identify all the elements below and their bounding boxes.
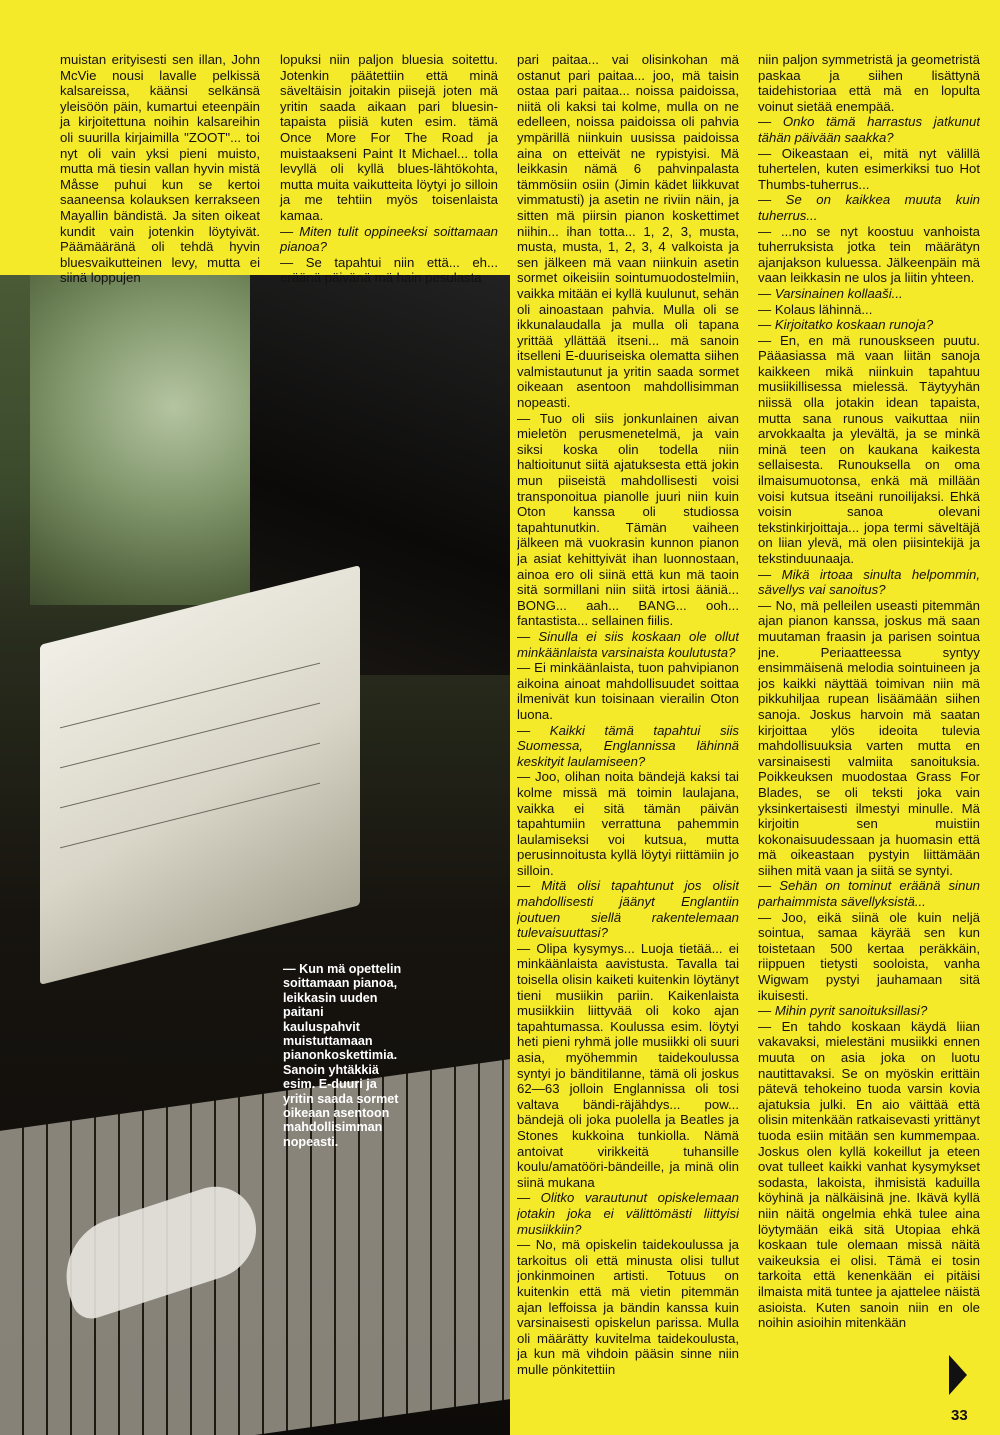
paragraph: — En tahdo koskaan käydä liian vakavaksi, mielestäni musiikki ennen muuta on asia joka on luotu nautittavaksi. Se on myöskin erittäin pätevä tehokeino tuoda varsin kovia ajatuksia julki. En aio väittää että olisin mitenkään ratkaisevasti yrittänyt tuoda esiin mitään sen kummempaa. Joskus olen kyllä kokeillut ja eteen ovat tulleet kaikki vanhat kysymykset sodasta, lakoista, ihmisistä kaduilla köyhinä ja nälkäisinä jne. Ikävä kyllä niin näitä ongelmia ehkä tulee aina löytymään eikä sitä Utopiaa ehkä koskaan tule olemaan missä näitä vaikeuksia ei olisi. Tämä ei tosin tarkoita että kenenkään ei pitäisi ilmaista mitä tuntee ja ajattelee näistä asioista. Kuten sanoin niin en ole noihin asioihin mitenkään bbox=[758, 1018, 980, 1331]
interview-question: — Sehän on tominut eräänä sinun parhaimmista sävellyksistä... bbox=[758, 878, 980, 910]
paragraph: — Joo, olihan noita bändejä kaksi tai kolme missä mä toimin laulajana, vaikka ei sitä tämän päivän tapahtumiin verrattuna pahemmin laulamiseksi voi kutsua, mutta perusinnoitusta kyllä löytyi riittämiin jo silloin. bbox=[517, 769, 739, 878]
paragraph: pari paitaa... vai olisinkohan mä ostanut pari paitaa... joo, mä taisin ostaa pari paitaa... noissa paidoissa, niitä oli kaksi tai kolme, mulla on ne edelleen, noissa paidoissa oli pahvia ympärillä niinkuin uusissa paidoissa aina on etteivät ne rypistyisi. Mä leikkasin nämä 6 pahvinpalasta tämmösiin osiin (Jimin kädet liikkuvat vimmatusti) ja asetin ne riviin näin, ja sitten mä piirsin pianon koskettimet niihin... ihan totta... 1, 2, 3, musta, musta, musta, 1, 2, 3, 4 valkoista ja sen jälkeen mä vaan niinkuin asetin sormet oikeisiin sointumuodostelmiin, vaikka mitään ei kyllä kuulunut, sehän oli ainoastaan pahvia. Mulla oli se ikkunalaudalla ja mulla oli tapana yrittää yllättää itseni... mä sanoin itselleni E-duuriseiska olematta siihen valmistautunut ja yritin saada sormet oikeaan asentoon mahdollisimman nopeasti. bbox=[517, 52, 739, 411]
photo-caption bbox=[283, 962, 403, 1149]
article-column-1 bbox=[60, 52, 260, 286]
continue-arrow-icon bbox=[949, 1355, 967, 1395]
interview-question: — Varsinainen kollaaši... bbox=[758, 285, 903, 301]
paragraph: — Oikeastaan ei, mitä nyt välillä tuhertelen, kuten esimerkiksi tuo Hot Thumbs-tuherrus... bbox=[758, 145, 980, 192]
interview-question: — Miten tulit oppineeksi soittamaan pianoa? bbox=[280, 223, 498, 255]
paragraph: — Kolaus lähinnä... bbox=[758, 301, 873, 317]
paragraph: — Tuo oli siis jonkunlainen aivan mieletön perusmenetelmä, ja vain siksi koska olin todella niin haltioitunut siitä ajatuksesta että jokin mun piiseistä mahdollisesti voisi transponoitua pianolle juuri niin kuin Oton kanssa oli studiossa tapahtunutkin. Tämän vaiheen jälkeen mä vuokrasin kunnon pianon ja asiat kehittyivät ihan luonnostaan, ainoa ero oli siinä että kun mä taoin sitä sormillani niin siitä irtosi ääniä... BONG... aah... BANG... ooh... fantastista... sellainen fiilis. bbox=[517, 410, 739, 629]
paragraph: muistan erityisesti sen illan, John McVie nousi lavalle pelkissä kalsareissa, käänsi selkänsä yleisöön päin, kumartui eteenpäin ja kirjoitettuna noihin kalsareihin oli suurilla kirjaimilla "ZOOT"... toi nyt oli vain yksi pieni muisto, mutta mä tiesin vallan hyvin mistä Måsse puhui kun se kertoi saaneensa kolauksen kerrakseen Mayallin bändistä. Ja siten oikeat kundit vain jotenkin löytyivät. Päämääränä oli tehdä hyvin bluesvaikutteinen levy, mutta ei siinä loppujen bbox=[60, 52, 260, 286]
paragraph: — En, en mä runouskseen puutu. Pääasiassa mä vaan liitän sanoja kaikkeen mikä niinkuin tapahtuu musiikillisessa mielessä. Täytyyhän niissä olla jotakin idean tapaista, mutta sana runous vaikuttaa niin arvokkaalta ja ylevältä, ja se minkä minä teen on kaukana kaikesta sellaisesta. Runouksella on oma ilmaisumuotonsa, enkä mä millään voisi kutsua itseäni runoilijaksi. Ehkä voisin sanoa olevani tekstinkirjoittaja... jopa termi säveltäjä on liian ylevä, mä olen piisintekijä ja tekstinduunaaja. bbox=[758, 332, 980, 566]
sheet-music-book bbox=[40, 565, 360, 985]
paragraph: — ...no se nyt koostuu vanhoista tuherruksista jotka tein määrätyn ajanjakson kuluessa. Jälkeenpäin mä vaan leikkasin ne ulos ja liitin yhteen. bbox=[758, 223, 980, 286]
paragraph: — Olipa kysymys... Luoja tietää... ei minkäänlaista aavistusta. Tavalla tai toisella olisin kaiketi kuitenkin löytänyt tieni musiikin pariin. Kaikenlaista musiikkiin liittyvää oli koko ajan tapahtumassa. Koulussa esim. löytyi heti pieni ryhmä jolle musiikki oli suuri asia, myöhemmin taidekoulussa syntyi jo bänditilanne, tämä oli joskus 62—63 jolloin Englannissa oli tosi valtava bändi-räjähdys... pow... bändejä oli joka puolella ja Beatles ja Stones kukkoina tunkiolla. Nämä antoivat virikkeitä tuhansille koulu/amatööri-bändeille, ja minä olin siinä mukana bbox=[517, 940, 739, 1190]
paragraph: — Ei minkäänlaista, tuon pahvipianon aikoina ainoat mahdollisuudet soittaa ilmenivät kun toisinaan vierailin Oton luona. bbox=[517, 660, 739, 722]
caption-text: — Kun mä opettelin soittamaan pianoa, leikkasin uuden paitani kauluspahvit muistuttamaan pianonkoskettimia. Sanoin yhtäkkiä esim. E-duuri ja yritin saada sormet oikeaan asentoon mahdollisimman nopeasti. bbox=[283, 962, 402, 1149]
paragraph: niin paljon symmetristä ja geometristä paskaa ja siihen lisättynä taidehistoriaa että mä en lopulta voinut sietää enempää. bbox=[758, 52, 980, 114]
paragraph: — No, mä pelleilen useasti pitemmän ajan pianon kanssa, joskus mä saan muutaman fraasin ja parisen sointua jne. Periaatteessa syntyy ensimmäisenä melodia sointuineen ja jos kaikki näyttää toimivan niin mä pikkuhiljaa rupean lisäämään siihen sanoja. Joskus harvoin mä saatan kirjoittaa ylös ideoita tulevia mahdollisuuksia varten mutta en varsinaisesti valmiita sanoituksia. Poikkeuksen muodostaa Grass For Blades, se oli teksti joka vain yksinkertaisesti ilmestyi minulle. Mä kirjoitin sen muistiin kokonaisuudessaan ja huomasin että mä oikeastaan pystyin liittämään siihen mitä vaan ja siitä se syntyi. bbox=[758, 597, 980, 878]
paragraph: — No, mä opiskelin taidekoulussa ja tarkoitus oli että minusta olisi tullut jonkinmoinen artisti. Totuus on kuitenkin että mä vietin pitemmän ajan leffoissa ja bändin kanssa kuin varsinaisesti opiskelun parissa. Mulla oli määrätty kuvitelma taidekoulusta, ja kun mä vihdoin pääsin sinne niin mulle pönkitettiin bbox=[517, 1237, 739, 1377]
article-column-3 bbox=[517, 52, 739, 1412]
paragraph: — Se tapahtui niin että... eh... eräänä päivänä mä hain pesulasta bbox=[280, 254, 498, 286]
interview-question: — Sinulla ei siis koskaan ole ollut minkäänlaista varsinaista koulutusta? bbox=[517, 628, 739, 660]
interview-question: — Mihin pyrit sanoituksillasi? bbox=[758, 1003, 928, 1019]
interview-question: — Kaikki tämä tapahtui siis Suomessa, Englannissa lähinnä keskityit laulamiseen? bbox=[517, 722, 739, 769]
paragraph: — Joo, eikä siinä ole kuin neljä sointua, samaa käyrää sen kun toistetaan 500 kertaa peräkkäin, riippuen tietysti sooloista, vanha Wigwam pystyi jauhamaan sitä ikuisesti. bbox=[758, 909, 980, 1003]
interview-question: — Olitko varautunut opiskelemaan jotakin joka ei välittömästi liittyisi musiikkiin? bbox=[517, 1190, 739, 1237]
interview-question: — Mitä olisi tapahtunut jos olisit mahdollisesti jäänyt Englantiin joutuen siellä rakentelemaan tulevaisuuttasi? bbox=[517, 878, 739, 941]
page-number: 33 bbox=[951, 1407, 968, 1424]
interview-question: — Mikä irtoaa sinulta helpommin, sävellys vai sanoitus? bbox=[758, 566, 980, 598]
piano-photo bbox=[0, 275, 510, 1435]
paragraph: lopuksi niin paljon bluesia soitettu. Jotenkin päätettiin että minä säveltäisin joitakin piisejä joten mä yritin saada aikaan pari bluesin-tapaista piisiä kuten esim. tämä Once More For The Road ja muistaakseni Paint It Michael... tolla levyllä oli kyllä blues-lähtökohta, mutta muita vaikutteita löytyi jo silloin ja me tehtiin myös toisenlaista kamaa. bbox=[280, 52, 498, 223]
article-column-4 bbox=[758, 52, 980, 1362]
interview-question: — Kirjoitatko koskaan runoja? bbox=[758, 317, 934, 333]
interview-question: — Onko tämä harrastus jatkunut tähän päivään saakka? bbox=[758, 114, 980, 145]
interview-question: — Se on kaikkea muuta kuin tuherrus... bbox=[758, 192, 980, 223]
article-column-2 bbox=[280, 52, 498, 286]
